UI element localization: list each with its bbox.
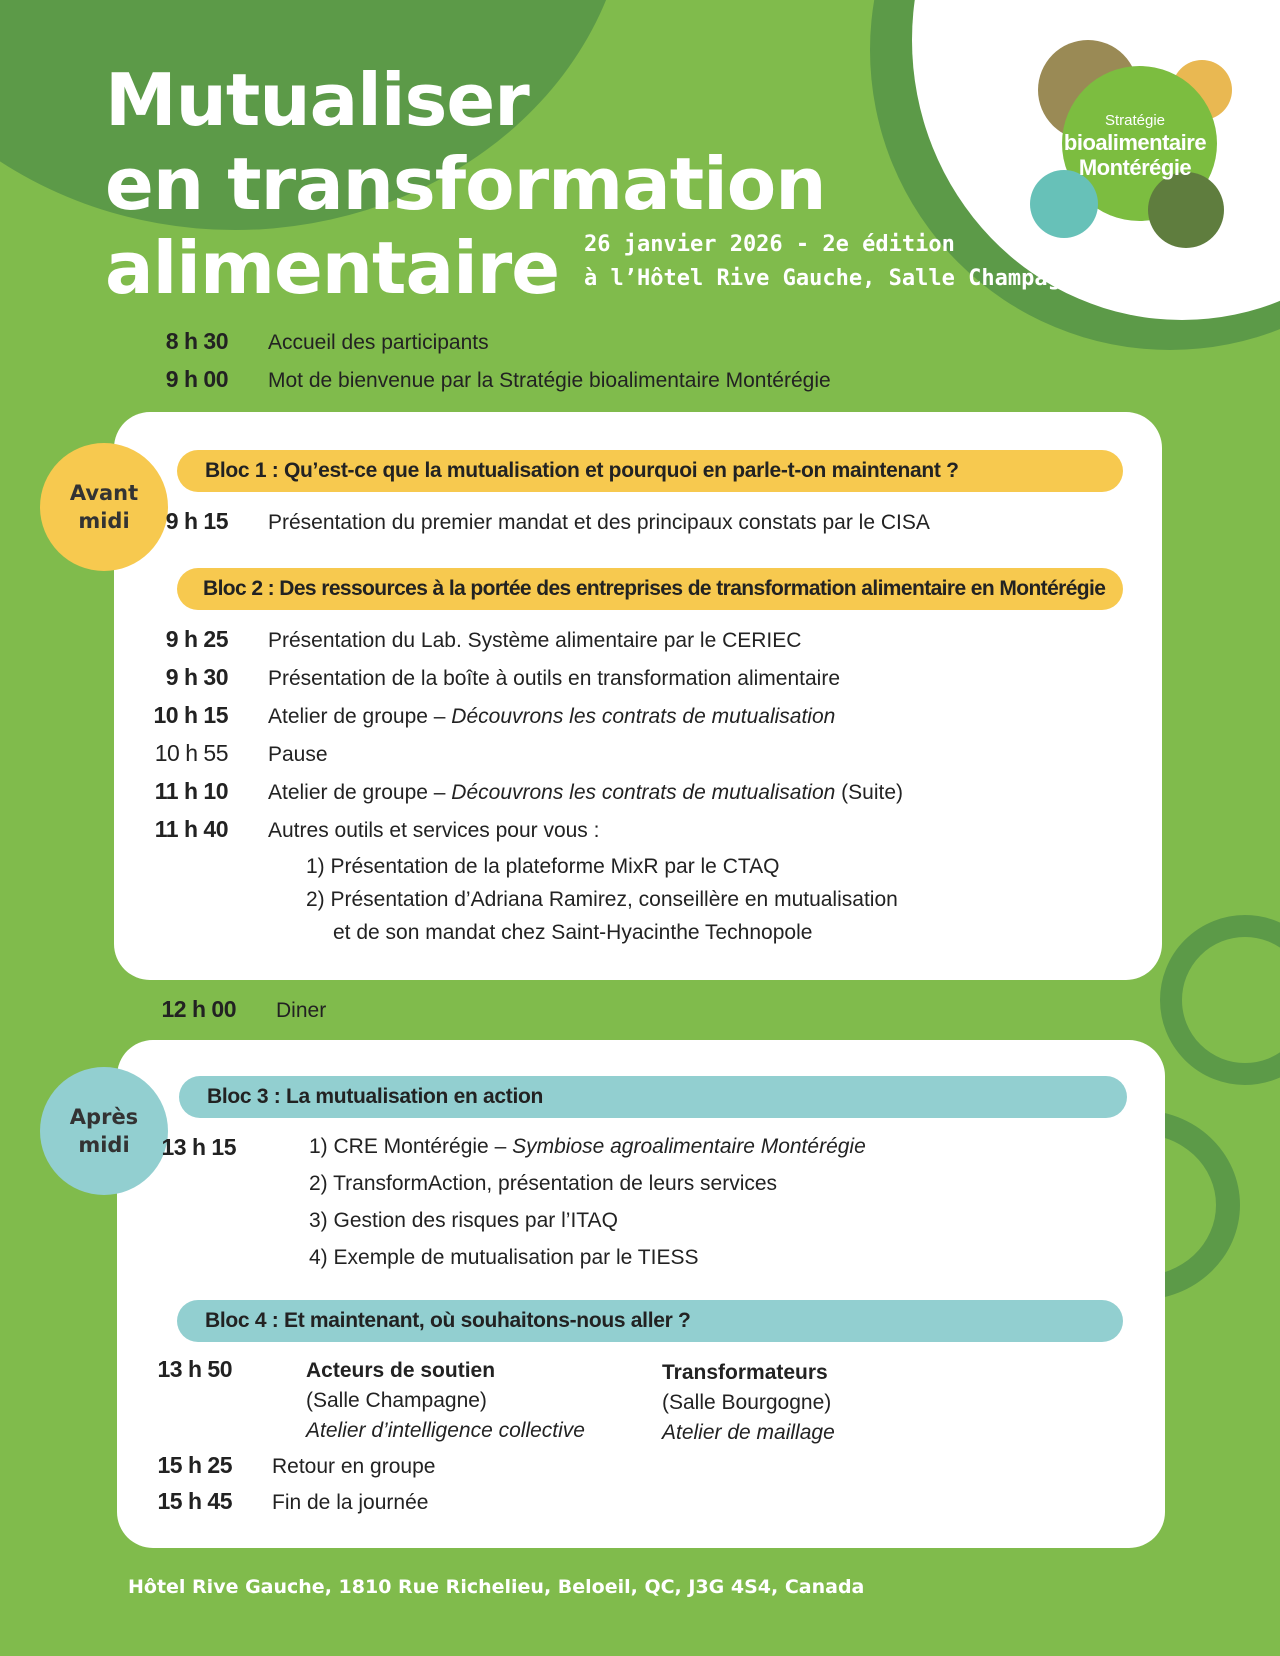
sub-item: 2) Présentation d’Adriana Ramirez, conseillère en mutualisation	[306, 888, 898, 911]
schedule-text: Diner	[276, 999, 327, 1022]
schedule-row	[128, 328, 489, 355]
workshop-room: (Salle Bourgogne)	[662, 1391, 832, 1414]
text-suffix: (Suite)	[835, 781, 904, 804]
schedule-text: Présentation du premier mandat et des principaux constats par le CISA	[268, 511, 930, 534]
workshop-activity: Atelier de maillage	[662, 1421, 835, 1444]
schedule-row	[128, 664, 840, 691]
schedule-text: Pause	[268, 743, 328, 766]
sub-item: 2) TransformAction, présentation de leurs services	[309, 1172, 778, 1195]
workshop-activity: Atelier d’intelligence collective	[306, 1419, 585, 1442]
logo-text-small: Stratégie	[1104, 112, 1166, 129]
schedule-time: 9 h 15	[165, 508, 228, 534]
workshop-column-support	[306, 1356, 585, 1446]
schedule-text	[268, 705, 835, 729]
text-part: Atelier de groupe –	[268, 781, 452, 804]
workshop-heading: Acteurs de soutien	[306, 1359, 496, 1382]
schedule-row	[136, 1134, 276, 1161]
badge-line: midi	[78, 1133, 130, 1157]
footer-address: Hôtel Rive Gauche, 1810 Rue Richelieu, Beloeil, QC, J3G 4S4, Canada	[128, 1576, 865, 1598]
workshop-room: (Salle Champagne)	[306, 1389, 487, 1412]
bloc-2-header: Bloc 2 : Des ressources à la portée des entreprises de transformation alimentaire en Montérégie	[177, 568, 1123, 610]
schedule-time: 9 h 00	[165, 366, 228, 392]
schedule-text: Fin de la journée	[272, 1491, 429, 1514]
bloc-3-header: Bloc 3 : La mutualisation en action	[179, 1076, 1127, 1118]
schedule-time: 10 h 15	[153, 702, 228, 728]
logo-circle-icon	[1030, 170, 1098, 238]
edition-date: 26 janvier 2026 - 2e édition	[584, 232, 955, 257]
text-part: Atelier de groupe –	[268, 705, 452, 728]
schedule-row	[132, 1356, 272, 1383]
title-line: alimentaire	[105, 226, 560, 310]
schedule-row	[132, 1452, 435, 1479]
schedule-row	[128, 778, 903, 805]
sub-item: 4) Exemple de mutualisation par le TIESS	[309, 1246, 699, 1269]
morning-badge	[40, 443, 168, 571]
edition-info	[584, 228, 1087, 296]
logo-text-line: bioalimentaire	[1063, 130, 1207, 155]
sub-item: 1) Présentation de la plateforme MixR par le CTAQ	[306, 855, 780, 878]
logo-circle-icon	[1148, 172, 1224, 248]
logo-text	[1040, 112, 1230, 180]
schedule-text: Retour en groupe	[272, 1455, 436, 1478]
sub-item: et de son mandat chez Saint-Hyacinthe Technopole	[333, 921, 813, 944]
schedule-time: 12 h 00	[161, 996, 236, 1022]
bloc-4-header: Bloc 4 : Et maintenant, où souhaitons-nous aller ?	[177, 1300, 1123, 1342]
schedule-time: 15 h 45	[157, 1488, 232, 1514]
schedule-text: Mot de bienvenue par la Stratégie bioalimentaire Montérégie	[268, 369, 831, 392]
schedule-text: Autres outils et services pour vous :	[268, 819, 600, 842]
schedule-time: 11 h 40	[154, 816, 228, 842]
schedule-row	[136, 996, 326, 1023]
schedule-row	[128, 740, 328, 767]
schedule-row	[128, 816, 599, 843]
badge-line: Avant	[69, 481, 139, 505]
sub-item	[309, 1132, 866, 1162]
schedule-text	[268, 781, 903, 805]
decorative-ring	[1160, 915, 1280, 1085]
bloc-1-header: Bloc 1 : Qu’est-ce que la mutualisation et pourquoi en parle-t-on maintenant ?	[177, 450, 1123, 492]
schedule-text: Accueil des participants	[268, 331, 489, 354]
schedule-time: 9 h 30	[165, 664, 228, 690]
schedule-time: 8 h 30	[165, 328, 228, 354]
edition-venue: à l’Hôtel Rive Gauche, Salle Champagne	[584, 266, 1088, 291]
text-part: 1) CRE Montérégie –	[309, 1135, 513, 1158]
title-line: en transformation	[105, 142, 826, 226]
schedule-time: 13 h 50	[157, 1356, 232, 1382]
workshop-column-processors	[662, 1358, 835, 1448]
text-italic: Symbiose agroalimentaire Montérégie	[512, 1135, 866, 1158]
schedule-text: Présentation du Lab. Système alimentaire par le CERIEC	[268, 629, 802, 652]
schedule-row	[128, 508, 930, 535]
afternoon-badge	[40, 1067, 168, 1195]
badge-line: Après	[69, 1105, 139, 1129]
badge-line: midi	[78, 509, 130, 533]
logo-text-line: Montérégie	[1078, 155, 1192, 180]
schedule-text: Présentation de la boîte à outils en transformation alimentaire	[268, 667, 840, 690]
workshop-heading: Transformateurs	[662, 1361, 828, 1384]
schedule-row	[128, 366, 831, 393]
schedule-row	[128, 702, 835, 729]
title-line: Mutualiser	[105, 58, 529, 142]
text-italic: Découvrons les contrats de mutualisation	[451, 781, 836, 804]
schedule-time: 9 h 25	[165, 626, 228, 652]
schedule-row	[132, 1488, 428, 1515]
schedule-time: 15 h 25	[157, 1452, 232, 1478]
schedule-row	[128, 626, 801, 653]
text-italic: Découvrons les contrats de mutualisation	[451, 705, 836, 728]
sub-item: 3) Gestion des risques par l’ITAQ	[309, 1209, 618, 1232]
schedule-time: 13 h 15	[161, 1134, 236, 1160]
schedule-time: 11 h 10	[154, 778, 228, 804]
schedule-time: 10 h 55	[154, 740, 228, 766]
